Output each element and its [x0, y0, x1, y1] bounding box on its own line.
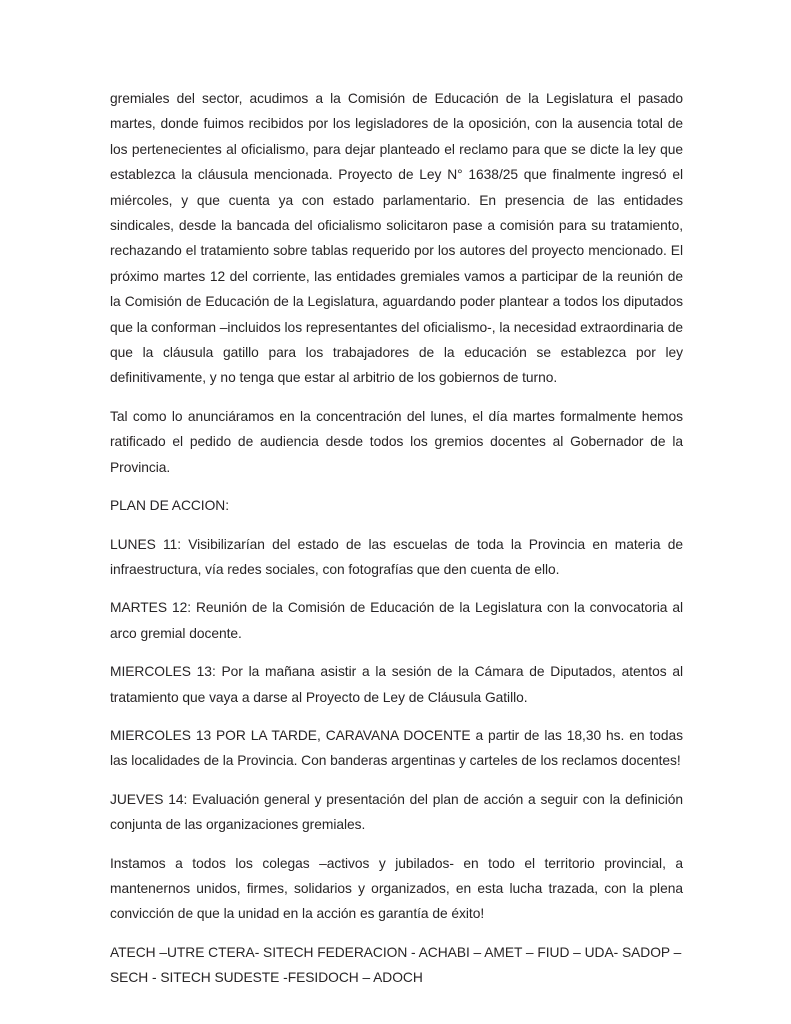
plan-item-lunes-11: LUNES 11: Visibilizarían del estado de las escuelas de toda la Provincia en materia de infraestructura, vía redes sociales, con fotografías que den cuenta de ello. — [110, 536, 683, 577]
paragraph-audiencia-gobernador: Tal como lo anunciáramos en la concentración del lunes, el día martes formalmente hemos ratificado el pedido de audiencia desde todos los gremios docentes al Gobernador de la Provincia. — [110, 408, 683, 475]
plan-de-accion-heading: PLAN DE ACCION: — [110, 498, 230, 514]
paragraph-continuation-intro: gremiales del sector, acudimos a la Comisión de Educación de la Legislatura el pasado martes, donde fuimos recibidos por los legisladores de la oposición, con la ausencia total de los pertenecientes al oficialismo, para dejar planteado el reclamo para que se dicte la ley que establezca la cláusula mencionada. Proyecto de Ley N° 1638/25 que finalmente ingresó el miércoles, y que cuenta ya con estado parlamentario. En presencia de las entidades sindicales, desde la bancada del oficialismo solicitaron pase a comisión para su tratamiento, rechazando el tratamiento sobre tablas requerido por los autores del proyecto mencionado. El próximo martes 12 del corriente, las entidades gremiales vamos a participar de la reunión de la Comisión de Educación de la Legislatura, aguardando poder plantear a todos los diputados que la conforman –incluidos los representantes del oficialismo-, la necesidad extraordinaria de que la cláusula gatillo para los trabajadores de la educación se establezca por ley definitivamente, y no tenga que estar al arbitrio de los gobiernos de turno. — [110, 91, 683, 386]
signatory-organizations: ATECH –UTRE CTERA- SITECH FEDERACION - ACHABI – AMET – FIUD – UDA- SADOP – SECH - SITECH SUDESTE -FESIDOCH – ADOCH — [110, 944, 682, 986]
plan-item-miercoles-13: MIERCOLES 13: Por la mañana asistir a la sesión de la Cámara de Diputados, atentos al tratamiento que vaya a darse al Proyecto de Ley de Cláusula Gatillo. — [110, 664, 683, 705]
plan-item-martes-12: MARTES 12: Reunión de la Comisión de Educación de la Legislatura con la convocatoria al arco gremial docente. — [110, 600, 683, 641]
plan-item-jueves-14: JUEVES 14: Evaluación general y presentación del plan de acción a seguir con la definición conjunta de las organizaciones gremiales. — [110, 791, 683, 833]
plan-item-miercoles-13-tarde: MIERCOLES 13 POR LA TARDE, CARAVANA DOCENTE a partir de las 18,30 hs. en todas las localidades de la Provincia. Con banderas argentinas y carteles de los reclamos docentes! — [110, 727, 683, 769]
closing-paragraph: Instamos a todos los colegas –activos y jubilados- en todo el territorio provincial, a mantenernos unidos, firmes, solidarios y organizados, en esta lucha trazada, con la plena convicción de que la unidad en la acción es garantía de éxito! — [110, 855, 683, 922]
document-text-column — [110, 86, 683, 991]
